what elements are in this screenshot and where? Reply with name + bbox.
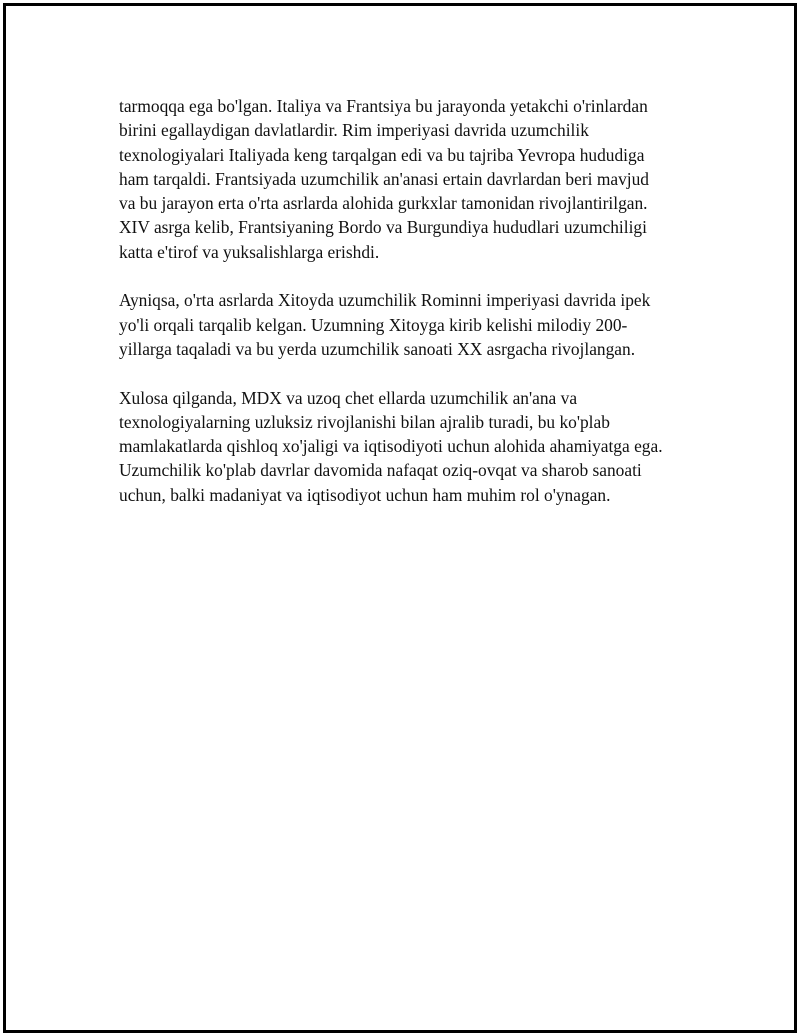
paragraph-1: tarmoqqa ega bo'lgan. Italiya va Frantsiya bu jarayonda yetakchi o'rinlardan birini egallaydigan davlatlardir. Rim imperiyasi davrida uzumchilik texnologiyalari Italiyada keng tarqalgan edi va bu tajriba Yevropa hududiga ham tarqaldi. Frantsiyada uzumchilik an'anasi ertain davrlardan beri mavjud va bu jarayon erta o'rta asrlarda alohida gurkxlar tamonidan rivojlantirilgan. XIV asrga kelib, Frantsiyaning Bordo va Burgundiya hududlari uzumchiligi katta e'tirof va yuksalishlarga erishdi. [119,96,649,262]
paragraph-3: Xulosa qilganda, MDX va uzoq chet ellarda uzumchilik an'ana va texnologiyalarning uzluksiz rivojlanishi bilan ajralib turadi, bu ko'plab mamlakatlarda qishloq xo'jaligi va iqtisodiyoti uchun alohida ahamiyatga ega. Uzumchilik ko'plab davrlar davomida nafaqat oziq-ovqat va sharob sanoati uchun, balki madaniyat va iqtisodiyot uchun ham muhim rol o'ynagan. [119,387,663,505]
document-page [3,3,797,1033]
paragraph-2: Ayniqsa, o'rta asrlarda Xitoyda uzumchilik Rominni imperiyasi davrida ipek yo'li orqali tarqalib kelgan. Uzumning Xitoyga kirib kelishi milodiy 200-yillarga taqaladi va bu yerda uzumchilik sanoati XX asrgacha rivojlangan. [119,290,651,359]
document-body [119,94,669,531]
